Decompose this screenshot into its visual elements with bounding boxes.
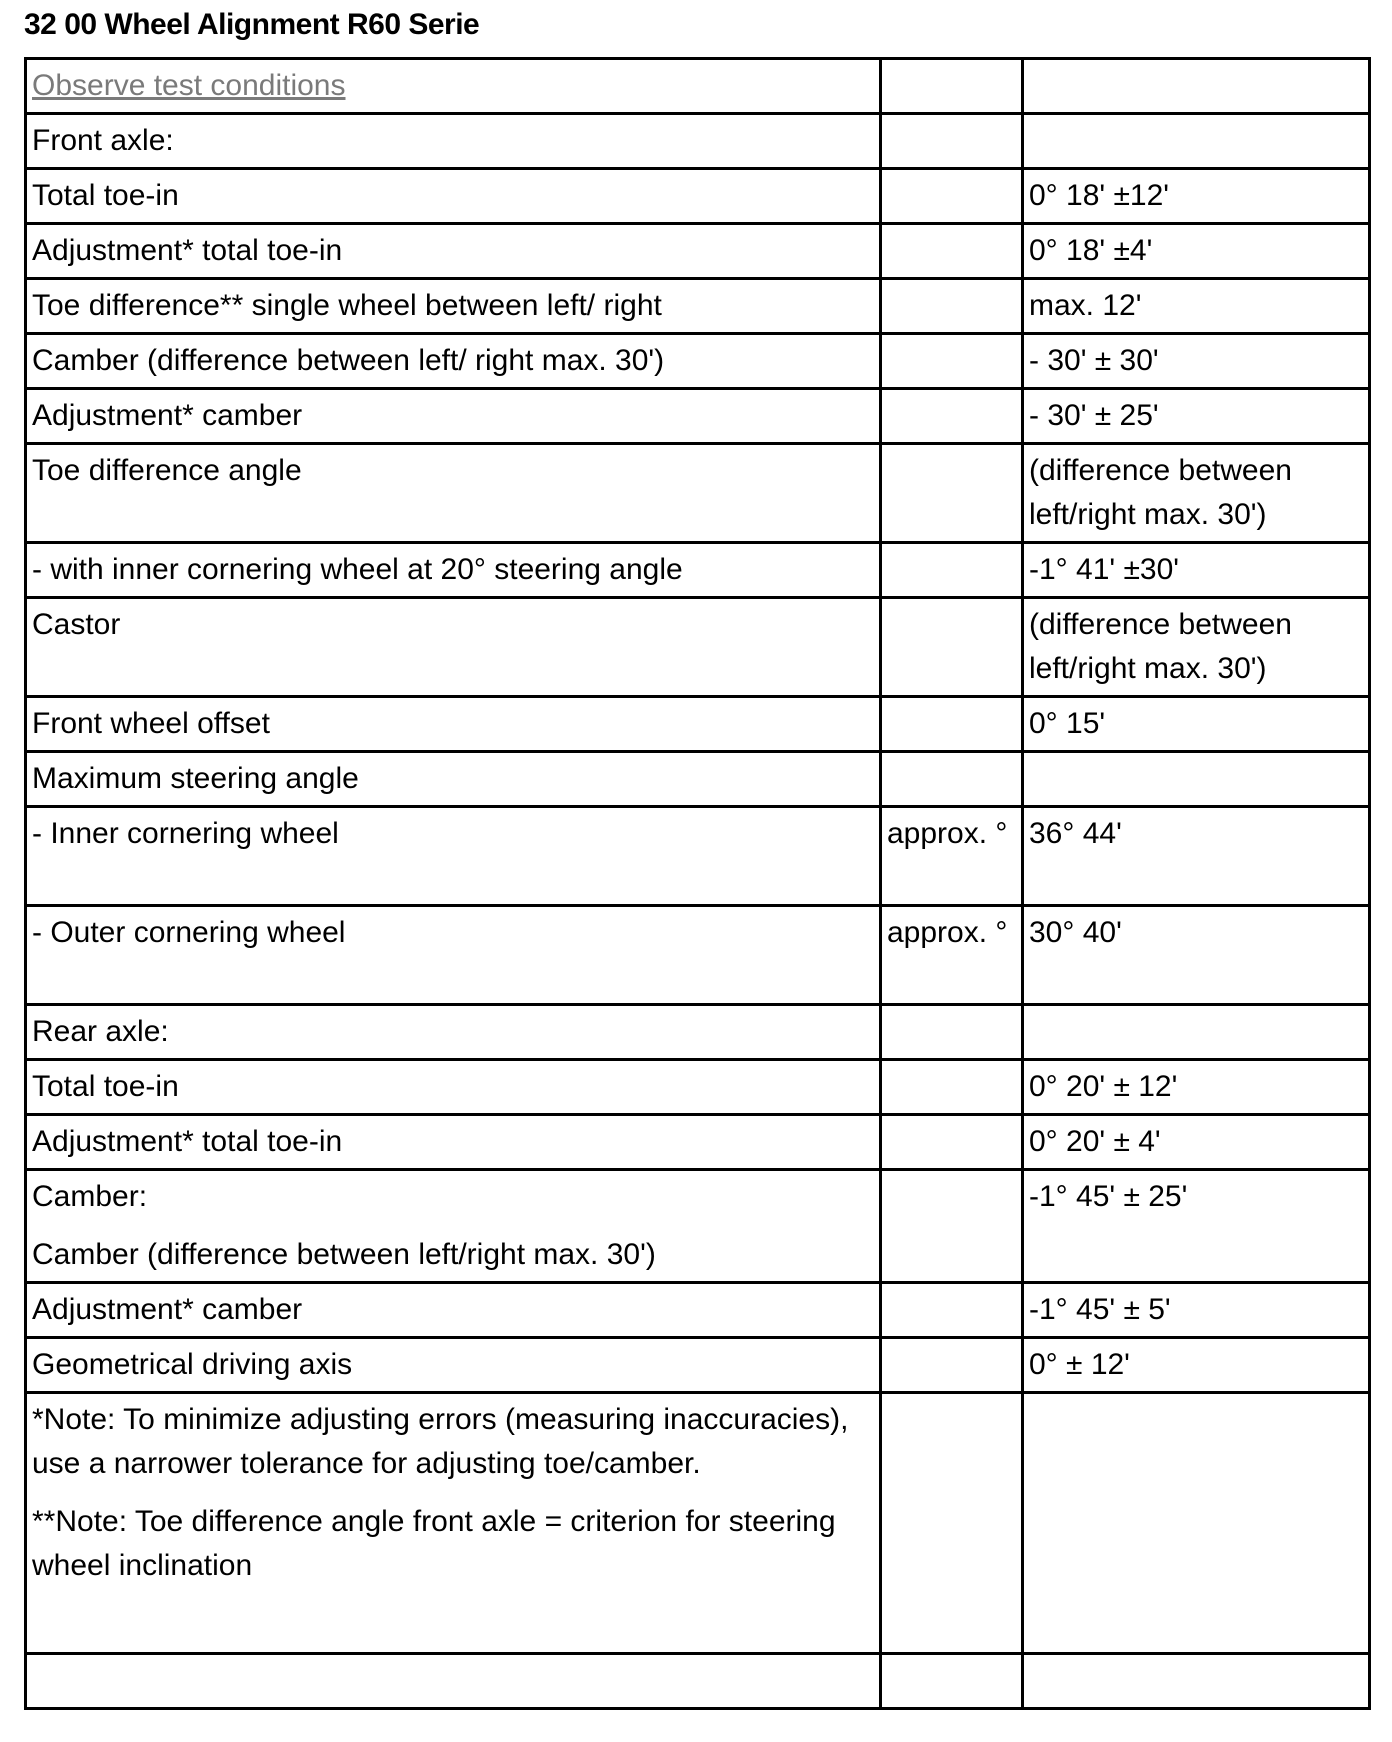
spec-value: -1° 41' ±30' (1023, 543, 1370, 598)
spec-value: - 30' ± 30' (1023, 334, 1370, 389)
table-row (26, 114, 1370, 169)
table-row (26, 1005, 1370, 1060)
spec-value (1023, 59, 1370, 114)
table-row (26, 279, 1370, 334)
table-row (26, 598, 1370, 697)
spec-value: 0° 18' ±12' (1023, 169, 1370, 224)
spec-label (26, 1654, 881, 1709)
table-row (26, 389, 1370, 444)
spec-label: Geometrical driving axis (26, 1338, 881, 1393)
spec-unit (881, 1115, 1023, 1170)
spec-label: Castor (26, 598, 881, 697)
table-row (26, 1654, 1370, 1709)
spec-value: 0° 20' ± 12' (1023, 1060, 1370, 1115)
spec-label: - Outer cornering wheel (26, 906, 881, 1005)
spec-unit (881, 114, 1023, 169)
spec-unit (881, 224, 1023, 279)
spec-label: Adjustment* total toe-in (26, 1115, 881, 1170)
spec-unit (881, 444, 1023, 543)
spec-unit (881, 543, 1023, 598)
spec-value: 36° 44' (1023, 807, 1370, 906)
spec-label-line: Camber (difference between left/right max. 30') (32, 1238, 656, 1271)
note-toe-camber: *Note: To minimize adjusting errors (measuring inaccuracies), use a narrower tolerance for adjusting toe/camber. (32, 1403, 849, 1480)
spec-label: Maximum steering angle (26, 752, 881, 807)
table-row (26, 1115, 1370, 1170)
spec-label: Adjustment* camber (26, 1283, 881, 1338)
spec-unit (881, 59, 1023, 114)
spec-unit: approx. ° (881, 807, 1023, 906)
spec-unit (881, 1283, 1023, 1338)
table-row (26, 1060, 1370, 1115)
table-row (26, 1283, 1370, 1338)
spec-unit (881, 1654, 1023, 1709)
table-row (26, 543, 1370, 598)
table-row (26, 334, 1370, 389)
spec-unit (881, 1393, 1023, 1654)
table-row (26, 807, 1370, 906)
spec-value: max. 12' (1023, 279, 1370, 334)
spec-unit (881, 279, 1023, 334)
spec-unit (881, 598, 1023, 697)
table-row (26, 1393, 1370, 1654)
spec-label: Total toe-in (26, 169, 881, 224)
wheel-alignment-spec-table (24, 57, 1371, 1710)
spec-label: Adjustment* camber (26, 389, 881, 444)
table-row (26, 169, 1370, 224)
table-row (26, 906, 1370, 1005)
spec-value: 0° 18' ±4' (1023, 224, 1370, 279)
spec-label: Toe difference angle (26, 444, 881, 543)
test-conditions-link[interactable]: Observe test conditions (32, 69, 346, 102)
spec-label: - Inner cornering wheel (26, 807, 881, 906)
spec-label: Front axle: (26, 114, 881, 169)
spec-value: 30° 40' (1023, 906, 1370, 1005)
line-gap (32, 1219, 879, 1233)
spec-unit (881, 334, 1023, 389)
spec-label (26, 1170, 881, 1283)
spec-unit (881, 1005, 1023, 1060)
spec-unit (881, 169, 1023, 224)
note-toe-difference: **Note: Toe difference angle front axle = criterion for steering wheel inclination (32, 1505, 836, 1582)
spec-unit (881, 697, 1023, 752)
spec-unit (881, 752, 1023, 807)
spec-label-line: Camber: (32, 1180, 148, 1213)
spec-value: -1° 45' ± 25' (1023, 1170, 1370, 1283)
spec-value: 0° 15' (1023, 697, 1370, 752)
spec-value (1023, 1393, 1370, 1654)
spec-unit (881, 1060, 1023, 1115)
spec-unit (881, 1338, 1023, 1393)
table-row (26, 1338, 1370, 1393)
spec-label: Adjustment* total toe-in (26, 224, 881, 279)
line-gap (32, 1486, 879, 1500)
spec-value: - 30' ± 25' (1023, 389, 1370, 444)
spec-label: Camber (difference between left/ right max. 30') (26, 334, 881, 389)
spec-label: Rear axle: (26, 1005, 881, 1060)
spec-value: 0° ± 12' (1023, 1338, 1370, 1393)
spec-value (1023, 1005, 1370, 1060)
page-title: 32 00 Wheel Alignment R60 Serie (24, 8, 480, 41)
spec-value (1023, 114, 1370, 169)
spec-value: -1° 45' ± 5' (1023, 1283, 1370, 1338)
table-row (26, 752, 1370, 807)
spec-label: Toe difference** single wheel between left/ right (26, 279, 881, 334)
spec-value: (difference between left/right max. 30') (1023, 444, 1370, 543)
spec-label: - with inner cornering wheel at 20° steering angle (26, 543, 881, 598)
spec-label: Front wheel offset (26, 697, 881, 752)
table-row (26, 697, 1370, 752)
table-row (26, 444, 1370, 543)
spec-unit: approx. ° (881, 906, 1023, 1005)
spec-value: 0° 20' ± 4' (1023, 1115, 1370, 1170)
spec-label: Total toe-in (26, 1060, 881, 1115)
spec-unit (881, 389, 1023, 444)
table-row (26, 59, 1370, 114)
table-row (26, 224, 1370, 279)
spec-value: (difference between left/right max. 30') (1023, 598, 1370, 697)
spec-value (1023, 752, 1370, 807)
notes-cell (26, 1393, 881, 1654)
spec-label[interactable] (26, 59, 881, 114)
spec-value (1023, 1654, 1370, 1709)
spec-unit (881, 1170, 1023, 1283)
table-row (26, 1170, 1370, 1283)
